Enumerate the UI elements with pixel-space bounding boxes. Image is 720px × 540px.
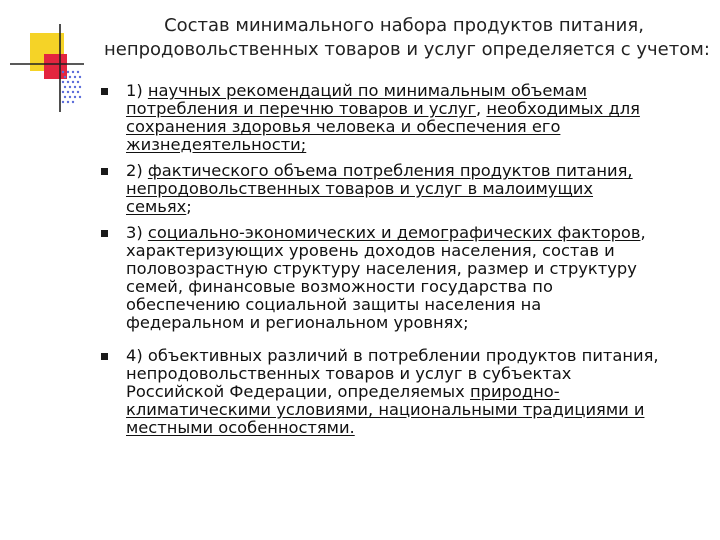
- text-line: [126, 82, 706, 100]
- text-line: [126, 118, 706, 136]
- text-segment: ,: [476, 98, 487, 118]
- text-line: [126, 242, 706, 260]
- text-line: [126, 278, 706, 296]
- text-segment: ;: [186, 196, 192, 216]
- text-segment: 3): [126, 223, 148, 242]
- text-segment: непродовольственных товаров и услуг в субъектах: [126, 363, 572, 383]
- text-line: [126, 314, 706, 332]
- text-line: [126, 180, 706, 198]
- text-segment: сохранения здоровья человека и обеспечения его: [126, 116, 561, 136]
- text-segment: 1): [126, 81, 148, 100]
- text-line: [126, 198, 706, 216]
- text-line: [126, 383, 706, 401]
- text-segment: 2): [126, 161, 148, 180]
- title-line-1: Состав минимального набора продуктов питания,: [164, 15, 644, 36]
- text-segment: жизнедеятельности;: [126, 134, 307, 154]
- text-line: [126, 100, 706, 118]
- corner-decoration: [0, 0, 90, 115]
- text-line: [126, 401, 706, 419]
- slide-title: [104, 14, 710, 62]
- text-segment: 4) объективных различий в потреблении продуктов питания,: [126, 346, 659, 365]
- text-segment: необходимых для: [486, 98, 640, 118]
- bullet-marker: [101, 168, 108, 175]
- text-segment: местными особенностями.: [126, 417, 355, 437]
- text-line: [126, 296, 706, 314]
- text-line: [126, 365, 706, 383]
- text-line: [126, 260, 706, 278]
- list-item-text: [126, 82, 706, 154]
- text-segment: семей, финансовые возможности государства по: [126, 276, 553, 296]
- title-line-2: непродовольственных товаров и услуг определяется с учетом:: [104, 39, 710, 60]
- text-segment: обеспечению социальной защиты населения на: [126, 294, 542, 314]
- text-segment: климатическими условиями, национальными традициями и: [126, 399, 645, 419]
- text-segment: непродовольственных товаров и услуг в малоимущих: [126, 178, 594, 198]
- text-segment: социально-экономических и демографических факторов: [147, 223, 641, 242]
- text-line: [126, 419, 706, 437]
- text-segment: федеральном и региональном уровнях;: [126, 312, 469, 332]
- text-segment: потребления и перечню товаров и услуг: [126, 98, 477, 118]
- text-segment: характеризующих уровень доходов населения, состав и: [126, 240, 615, 260]
- text-line: [126, 347, 706, 365]
- text-line: [126, 162, 706, 180]
- bullet-marker: [101, 230, 108, 237]
- list-item-text: [126, 162, 706, 216]
- list-item-text: [126, 347, 706, 437]
- text-line: [126, 136, 706, 154]
- text-segment: семьях: [126, 196, 187, 216]
- text-segment: природно-: [469, 381, 560, 401]
- text-segment: ,: [640, 223, 646, 242]
- text-segment: половозрастную структуру населения, размер и структуру: [126, 258, 637, 278]
- text-segment: Российской Федерации, определяемых: [126, 381, 470, 401]
- text-line: [126, 224, 706, 242]
- deco-red-square: [44, 54, 67, 79]
- list-item-text: [126, 224, 706, 331]
- bullet-marker: [101, 353, 108, 360]
- text-segment: научных рекомендаций по минимальным объемам: [147, 81, 587, 100]
- text-segment: фактического объема потребления продуктов питания,: [147, 161, 633, 180]
- bullet-marker: [101, 88, 108, 95]
